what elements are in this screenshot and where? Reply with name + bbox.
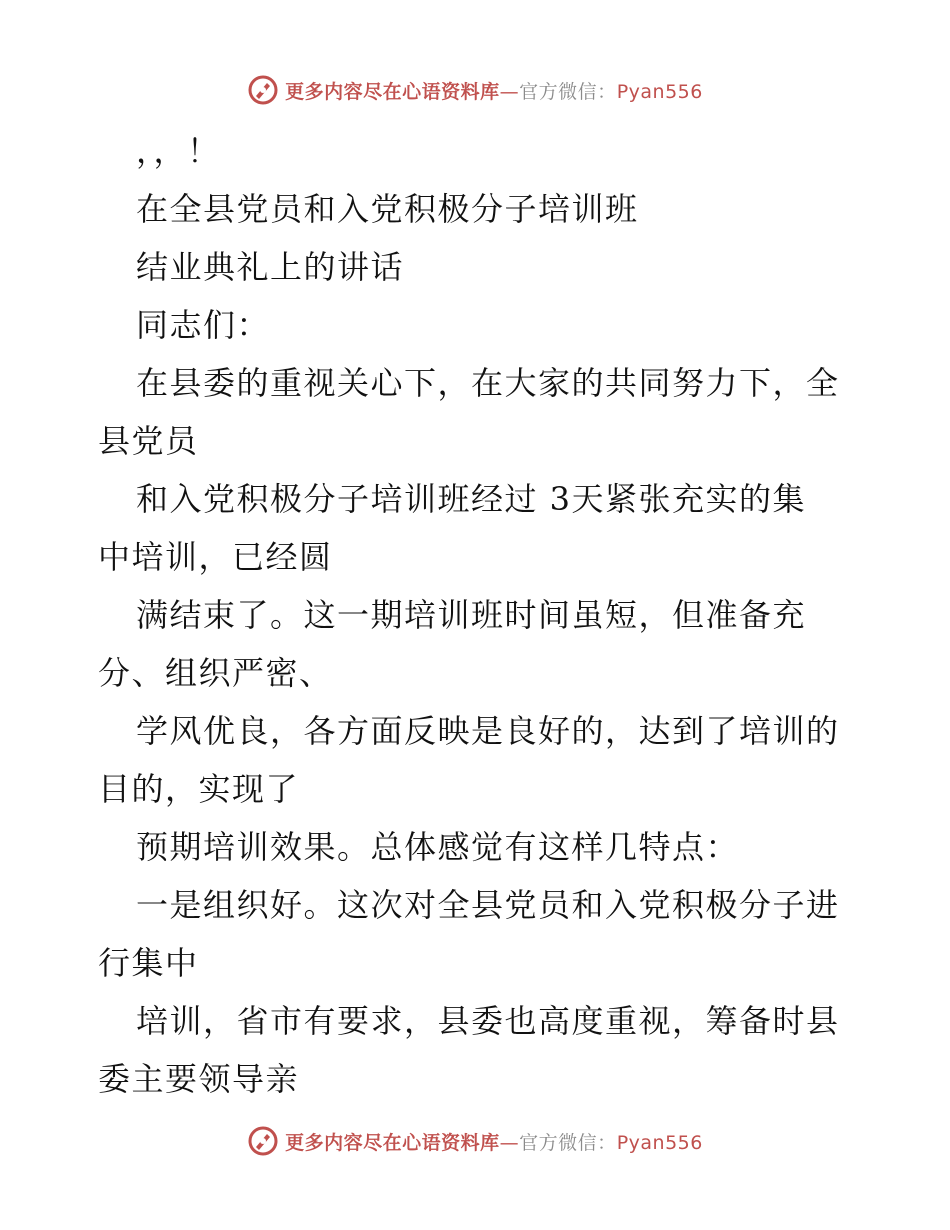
library-logo-icon: [247, 1125, 279, 1157]
library-logo-icon: [247, 74, 279, 106]
header-watermark: [0, 70, 950, 110]
text-line: ，，！: [136, 132, 221, 170]
watermark-site-name: 更多内容尽在心语资料库: [285, 80, 500, 103]
text-line: 中培训，已经圆: [98, 538, 333, 576]
watermark-text: [285, 77, 703, 104]
text-line: 和入党积极分子培训班经过 3天紧张充实的集: [136, 480, 807, 518]
text-line: 培训，省市有要求，县委也高度重视，筹备时县: [136, 1002, 840, 1040]
watermark-dash: —: [499, 1131, 520, 1154]
text-line: 预期培训效果。总体感觉有这样几特点：: [136, 828, 740, 866]
text-line: 在县委的重视关心下，在大家的共同努力下，全: [136, 364, 840, 402]
text-line: 分、组织严密、: [98, 654, 333, 692]
text-line: 一是组织好。这次对全县党员和入党积极分子进: [136, 886, 840, 924]
text-line: 同志们：: [136, 306, 271, 344]
watermark-wechat-label: 官方微信：: [519, 1131, 617, 1154]
text-line: 委主要领导亲: [98, 1060, 300, 1098]
text-line: 行集中: [98, 944, 199, 982]
watermark-site-name: 更多内容尽在心语资料库: [285, 1131, 500, 1154]
text-line: 在全县党员和入党积极分子培训班: [136, 190, 639, 228]
watermark-text: [285, 1128, 703, 1155]
watermark-wechat-label: 官方微信：: [519, 80, 617, 103]
footer-watermark: [0, 1121, 950, 1161]
text-line: 满结束了。这一期培训班时间虽短，但准备充: [136, 596, 807, 634]
text-line: 结业典礼上的讲话: [136, 248, 405, 286]
text-line: 县党员: [98, 422, 199, 460]
watermark-wechat-id: Pyan556: [616, 80, 703, 103]
watermark-dash: —: [499, 80, 520, 103]
text-line: 目的，实现了: [98, 770, 300, 808]
text-line: 学风优良，各方面反映是良好的，达到了培训的: [136, 712, 840, 750]
watermark-wechat-id: Pyan556: [616, 1131, 703, 1154]
document-body: [98, 122, 858, 1108]
